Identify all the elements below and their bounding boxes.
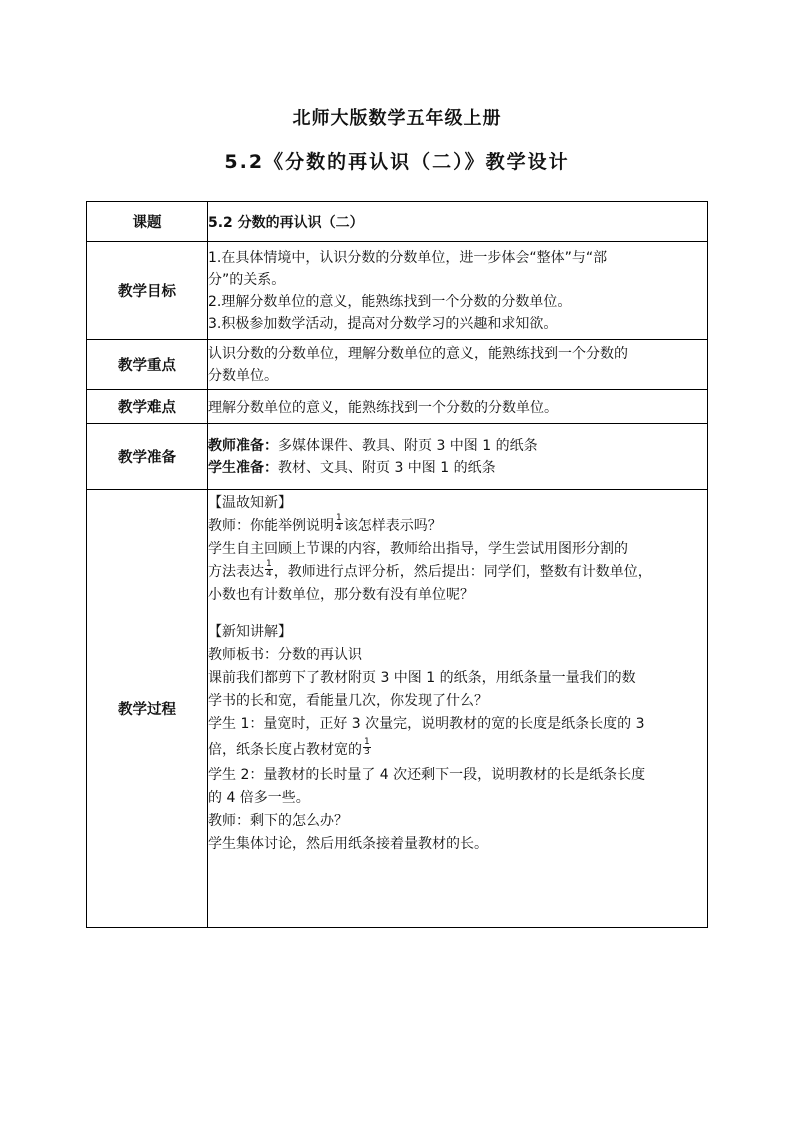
new-line: 的 4 倍多一些。: [208, 790, 310, 806]
new-line: 教师：剩下的怎么办？: [208, 813, 348, 829]
lesson-plan-table: [86, 201, 708, 928]
key-points-label: 教学重点: [87, 340, 208, 390]
document-title: 北师大版数学五年级上册: [292, 108, 502, 129]
teacher-preparation-text: 多媒体课件、教具、附页 3 中图 1 的纸条: [278, 437, 538, 454]
difficulties-label: 教学难点: [87, 390, 208, 424]
fraction-numerator: 1: [266, 558, 272, 569]
fraction-denominator: 3: [364, 746, 370, 757]
spacer: [208, 607, 707, 621]
review-question: [208, 512, 707, 538]
table-row-goals: [87, 242, 708, 340]
new-line: 学生 1：量宽时，正好 3 次量完，说明教材的宽的长度是纸条长度的 3: [208, 716, 645, 732]
key-points-line: 分数单位。: [208, 367, 278, 384]
process-content: [208, 490, 708, 928]
new-line: 学生 2：量教材的长时量了 4 次还剩下一段，说明教材的长是纸条长度: [208, 767, 646, 783]
review-heading: 【温故知新】: [208, 495, 292, 511]
preparation-content: [208, 424, 708, 490]
goals-line: 分”的关系。: [208, 271, 286, 288]
review-question-text: 该怎样表示吗？: [343, 518, 442, 534]
table-row-topic: [87, 202, 708, 242]
student-preparation-text: 教材、文具、附页 3 中图 1 的纸条: [278, 459, 496, 476]
teacher-preparation: [208, 435, 707, 457]
new-line: 学生集体讨论，然后用纸条接着量教材的长。: [208, 836, 488, 852]
table-row-process: [87, 490, 708, 928]
goals-line: 1.在具体情境中，认识分数的分数单位，进一步体会“整体”与“部: [208, 249, 608, 266]
goals-label: 教学目标: [87, 242, 208, 340]
new-line: [208, 736, 707, 764]
review-paragraph-line: [208, 558, 707, 584]
document-subtitle: 5.2《分数的再认识（二）》教学设计: [224, 151, 570, 173]
review-paragraph-text: ，教师进行点评分析，然后提出：同学们，整数有计数单位，: [273, 564, 652, 580]
review-paragraph-line: 小数也有计数单位，那分数有没有单位呢？: [208, 587, 474, 603]
new-heading: 【新知讲解】: [208, 624, 292, 640]
goals-line: 2.理解分数单位的意义，能熟练找到一个分数的分数单位。: [208, 293, 572, 310]
new-line-text: 倍，纸条长度占教材宽的: [208, 742, 362, 758]
review-paragraph-line: 学生自主回顾上节课的内容，教师给出指导，学生尝试用图形分割的: [208, 541, 628, 557]
key-points-content: [208, 340, 708, 390]
topic-label: 课题: [87, 202, 208, 242]
review-paragraph-text: 方法表达: [208, 564, 264, 580]
fraction-numerator: 1: [364, 736, 370, 747]
key-points-line: 认识分数的分数单位，理解分数单位的意义，能熟练找到一个分数的: [208, 345, 628, 362]
new-line: 课前我们都剪下了教材附页 3 中图 1 的纸条，用纸条量一量我们的数: [208, 670, 636, 686]
topic-value: 5.2 分数的再认识（二）: [208, 202, 708, 242]
fraction-one-third: [363, 738, 371, 757]
process-label: 教学过程: [87, 490, 208, 928]
student-preparation: [208, 457, 707, 479]
table-row-difficulties: [87, 390, 708, 424]
review-question-text: 教师：你能举例说明: [208, 518, 334, 534]
new-line: 教师板书：分数的再认识: [208, 647, 362, 663]
fraction-one-quarter: [335, 514, 343, 533]
goals-line: 3.积极参加数学活动，提高对分数学习的兴趣和求知欲。: [208, 315, 558, 332]
table-row-key-points: [87, 340, 708, 390]
fraction-denominator: 4: [266, 568, 272, 579]
table-row-preparation: [87, 424, 708, 490]
preparation-label: 教学准备: [87, 424, 208, 490]
teacher-preparation-label: 教师准备：: [208, 437, 278, 454]
goals-content: [208, 242, 708, 340]
fraction-denominator: 4: [336, 522, 342, 533]
new-line: 学书的长和宽，看能量几次，你发现了什么？: [208, 693, 488, 709]
student-preparation-label: 学生准备：: [208, 459, 278, 476]
fraction-one-quarter: [265, 560, 273, 579]
difficulties-text: 理解分数单位的意义，能熟练找到一个分数的分数单位。: [208, 390, 708, 424]
fraction-numerator: 1: [336, 512, 342, 523]
